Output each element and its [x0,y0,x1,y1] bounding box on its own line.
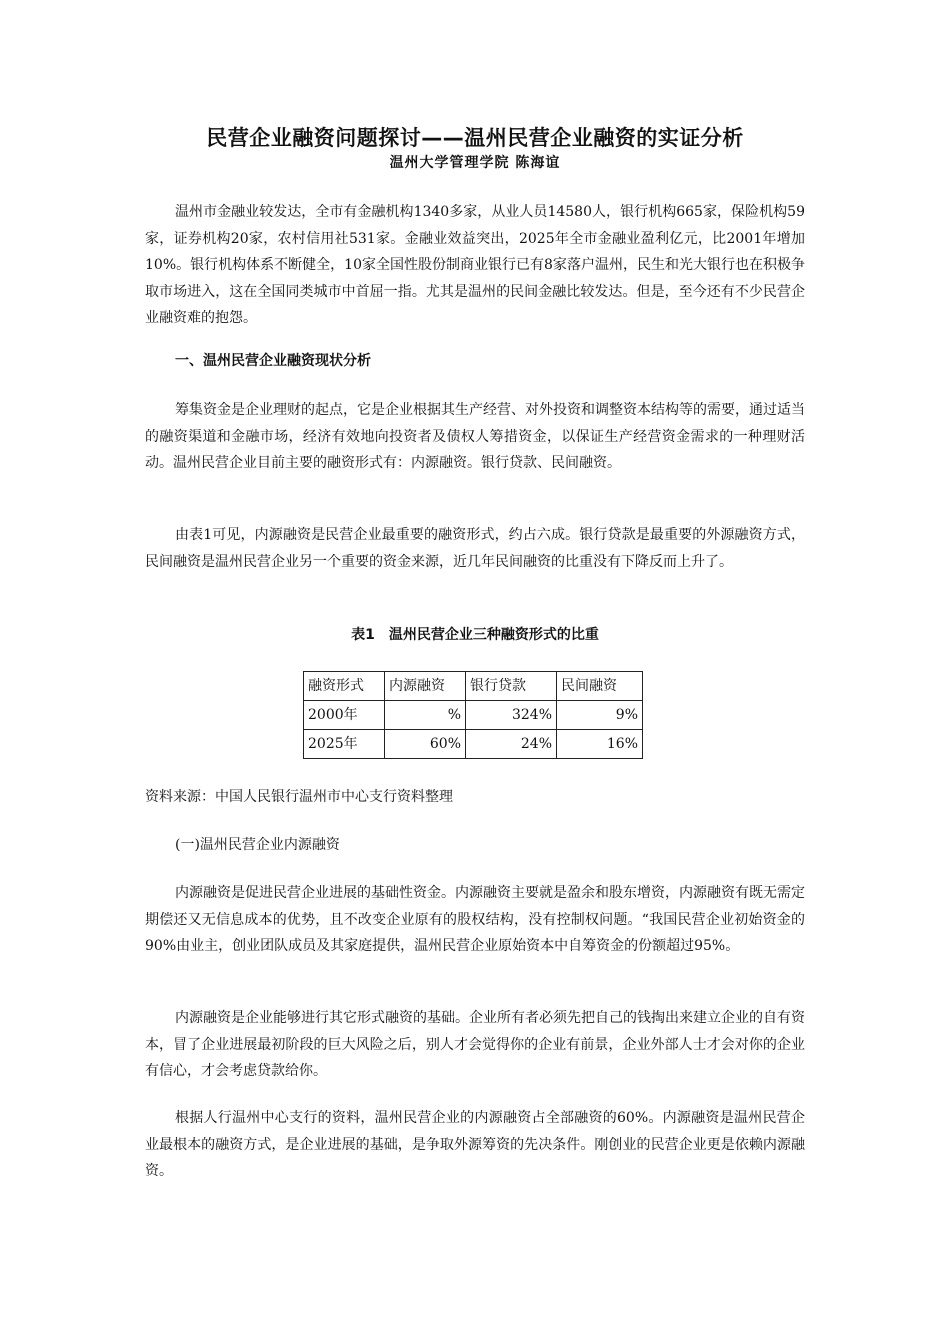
table-cell-year: 2025年 [304,730,385,759]
table-header-cell: 银行贷款 [466,672,557,701]
table-cell: 324% [466,701,557,730]
table-cell-year: 2000年 [304,701,385,730]
table-header-cell: 内源融资 [385,672,466,701]
table-caption: 表1 温州民营企业三种融资形式的比重 [351,627,599,643]
section-heading: 一、温州民营企业融资现状分析 [175,353,371,369]
subsection-heading: (一)温州民营企业内源融资 [175,837,340,853]
table-header-row [304,672,643,701]
author-line: 温州大学管理学院 陈海谊 [389,155,561,171]
table-cell: 24% [466,730,557,759]
table-cell: 60% [385,730,466,759]
table-cell: 16% [557,730,643,759]
section-paragraph: 筹集资金是企业理财的起点，它是企业根据其生产经营、对外投资和调整资本结构等的需要，通过适当的融资渠道和金融市场，经济有效地向投资者及债权人筹措资金，以保证生产经营资金需求的一种理财活动。温州民营企业目前主要的融资形式有：内源融资。银行贷款、民间融资。 [145,402,805,471]
source-note: 资料来源：中国人民银行温州市中心支行资料整理 [145,789,453,805]
table-cell: % [385,701,466,730]
document-title: 民营企业融资问题探讨——温州民营企业融资的实证分析 [206,126,744,150]
table-row [304,730,643,759]
financing-share-table [303,671,643,759]
section-paragraph: 由表1可见，内源融资是民营企业最重要的融资形式，约占六成。银行贷款是最重要的外源融资方式，民间融资是温州民营企业另一个重要的资金来源，近几年民间融资的比重没有下降反而上升了。 [145,527,805,570]
intro-paragraph: 温州市金融业较发达，全市有金融机构1340多家，从业人员14580人，银行机构665家，保险机构59家，证券机构20家，农村信用社531家。金融业效益突出，2025年全市金融业盈利亿元，比2001年增加10%。银行机构体系不断健全，10家全国性股份制商业银行已有8家落户温州，民生和光大银行也在积极争取市场进入，这在全国同类城市中首屈一指。尤其是温州的民间金融比较发达。但是，至今还有不少民营企业融资难的抱怨。 [145,204,805,326]
subsection-paragraph: 内源融资是促进民营企业进展的基础性资金。内源融资主要就是盈余和股东增资，内源融资有既无需定期偿还又无信息成本的优势，且不改变企业原有的股权结构，没有控制权问题。“我国民营企业初始资金的90%由业主，创业团队成员及其家庭提供，温州民营企业原始资本中自筹资金的份额超过95%。 [145,885,805,954]
table-cell: 9% [557,701,643,730]
table-header-cell: 民间融资 [557,672,643,701]
table-row [304,701,643,730]
table-header-cell: 融资形式 [304,672,385,701]
subsection-paragraph: 根据人行温州中心支行的资料，温州民营企业的内源融资占全部融资的60%。内源融资是温州民营企业最根本的融资方式，是企业进展的基础，是争取外源筹资的先决条件。刚创业的民营企业更是依赖内源融资。 [145,1110,805,1179]
subsection-paragraph: 内源融资是企业能够进行其它形式融资的基础。企业所有者必须先把自己的钱掏出来建立企业的自有资本，冒了企业进展最初阶段的巨大风险之后，别人才会觉得你的企业有前景，企业外部人士才会对你的企业有信心，才会考虑贷款给你。 [145,1010,805,1079]
